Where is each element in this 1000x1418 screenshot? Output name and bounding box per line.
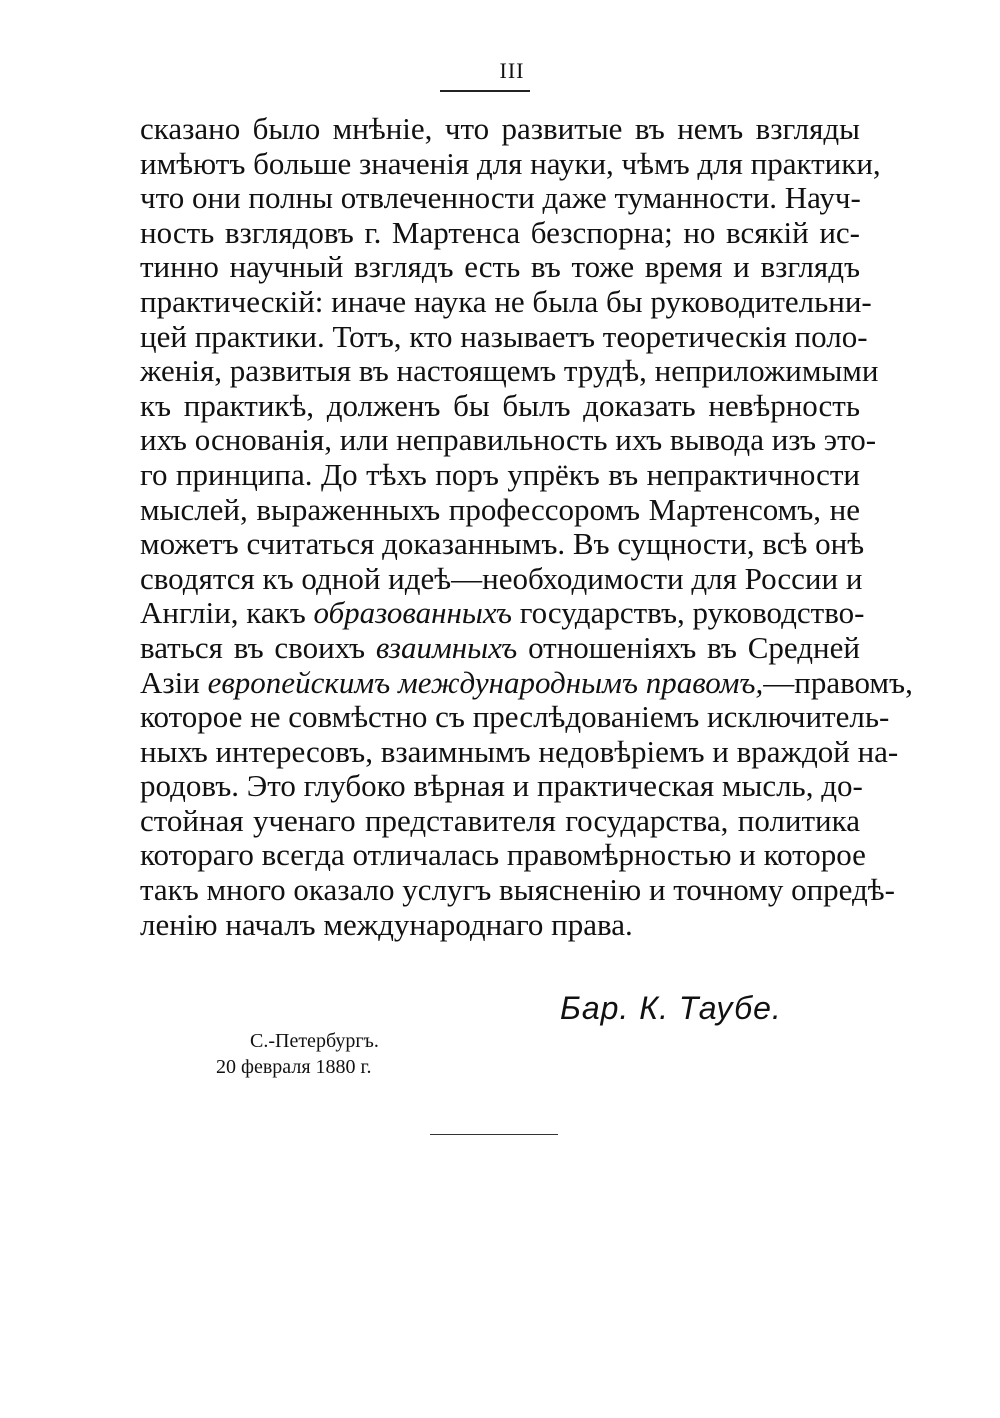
date: 20 февраля 1880 г.: [216, 1056, 372, 1078]
text-line: ленію началъ международнаго права.: [140, 906, 633, 942]
text-line: [140, 631, 860, 666]
text-line: мыслей, выраженныхъ профессоромъ Мартенсомъ, не: [140, 491, 860, 527]
text-line: тинно научный взглядъ есть въ тоже время и взглядъ: [140, 249, 860, 285]
signature: Бар. К. Таубе.: [560, 990, 782, 1026]
text-segment: —правомъ,: [763, 664, 913, 700]
text-segment: Англіи, какъ: [140, 595, 314, 631]
text-line: сводятся къ одной идеѣ—необходимости для России и: [140, 560, 863, 596]
place: С.-Петербургъ.: [250, 1030, 379, 1052]
text-line: къ практикѣ, долженъ бы былъ доказать невѣрность: [140, 387, 860, 423]
page-number: III: [499, 58, 525, 83]
text-line: практическій: иначе наука не была бы руководительни-: [140, 283, 872, 319]
text-segment: отношеніяхъ въ Средней: [517, 629, 860, 665]
text-line: котораго всегда отличалась правомѣрностью и которое: [140, 837, 866, 873]
text-line: стойная ученаго представителя государства, политика: [140, 802, 860, 838]
end-rule: [430, 1134, 558, 1135]
italic-text: взаимныхъ: [375, 629, 518, 665]
header-rule: [440, 90, 530, 92]
text-segment: Азіи: [140, 664, 208, 700]
text-line: сказано было мнѣніе, что развитые въ немъ взгляды: [140, 111, 860, 146]
text-line: ихъ основанія, или неправильность ихъ вывода изъ это-: [140, 422, 877, 458]
text-line: имѣютъ больше значенія для науки, чѣмъ для практики,: [140, 145, 881, 181]
text-segment: государствъ, руководство-: [511, 595, 865, 631]
body-text: [140, 111, 913, 942]
text-line: можетъ считаться доказаннымъ. Въ сущности, всѣ онѣ: [140, 526, 865, 562]
italic-text: европейскимъ международнымъ правомъ,: [207, 664, 764, 700]
text-line: родовъ. Это глубоко вѣрная и практическая мысль, до-: [140, 768, 863, 804]
text-line: ность взглядовъ г. Мартенса безспорна; но всякій ис-: [140, 214, 860, 250]
text-line: [140, 664, 913, 701]
text-line: что они полны отвлеченности даже туманности. Науч-: [140, 180, 861, 216]
text-segment: ваться въ своихъ: [140, 629, 376, 665]
text-line: цей практики. Тотъ, кто называетъ теоретическія поло-: [140, 318, 868, 354]
text-line: женія, развитыя въ настоящемъ трудѣ, неприложимыми: [140, 353, 879, 389]
text-line: го принципа. До тѣхъ поръ упрёкъ въ непрактичности: [140, 456, 860, 492]
italic-text: образованныхъ: [313, 595, 512, 631]
text-line: [140, 595, 865, 631]
text-line: которое не совмѣстно съ преслѣдованіемъ исключитель-: [140, 699, 890, 735]
text-line: такъ много оказало услугъ выясненію и точному опредѣ-: [140, 872, 895, 908]
text-line: ныхъ интересовъ, взаимнымъ недовѣріемъ и враждой на-: [140, 733, 899, 769]
